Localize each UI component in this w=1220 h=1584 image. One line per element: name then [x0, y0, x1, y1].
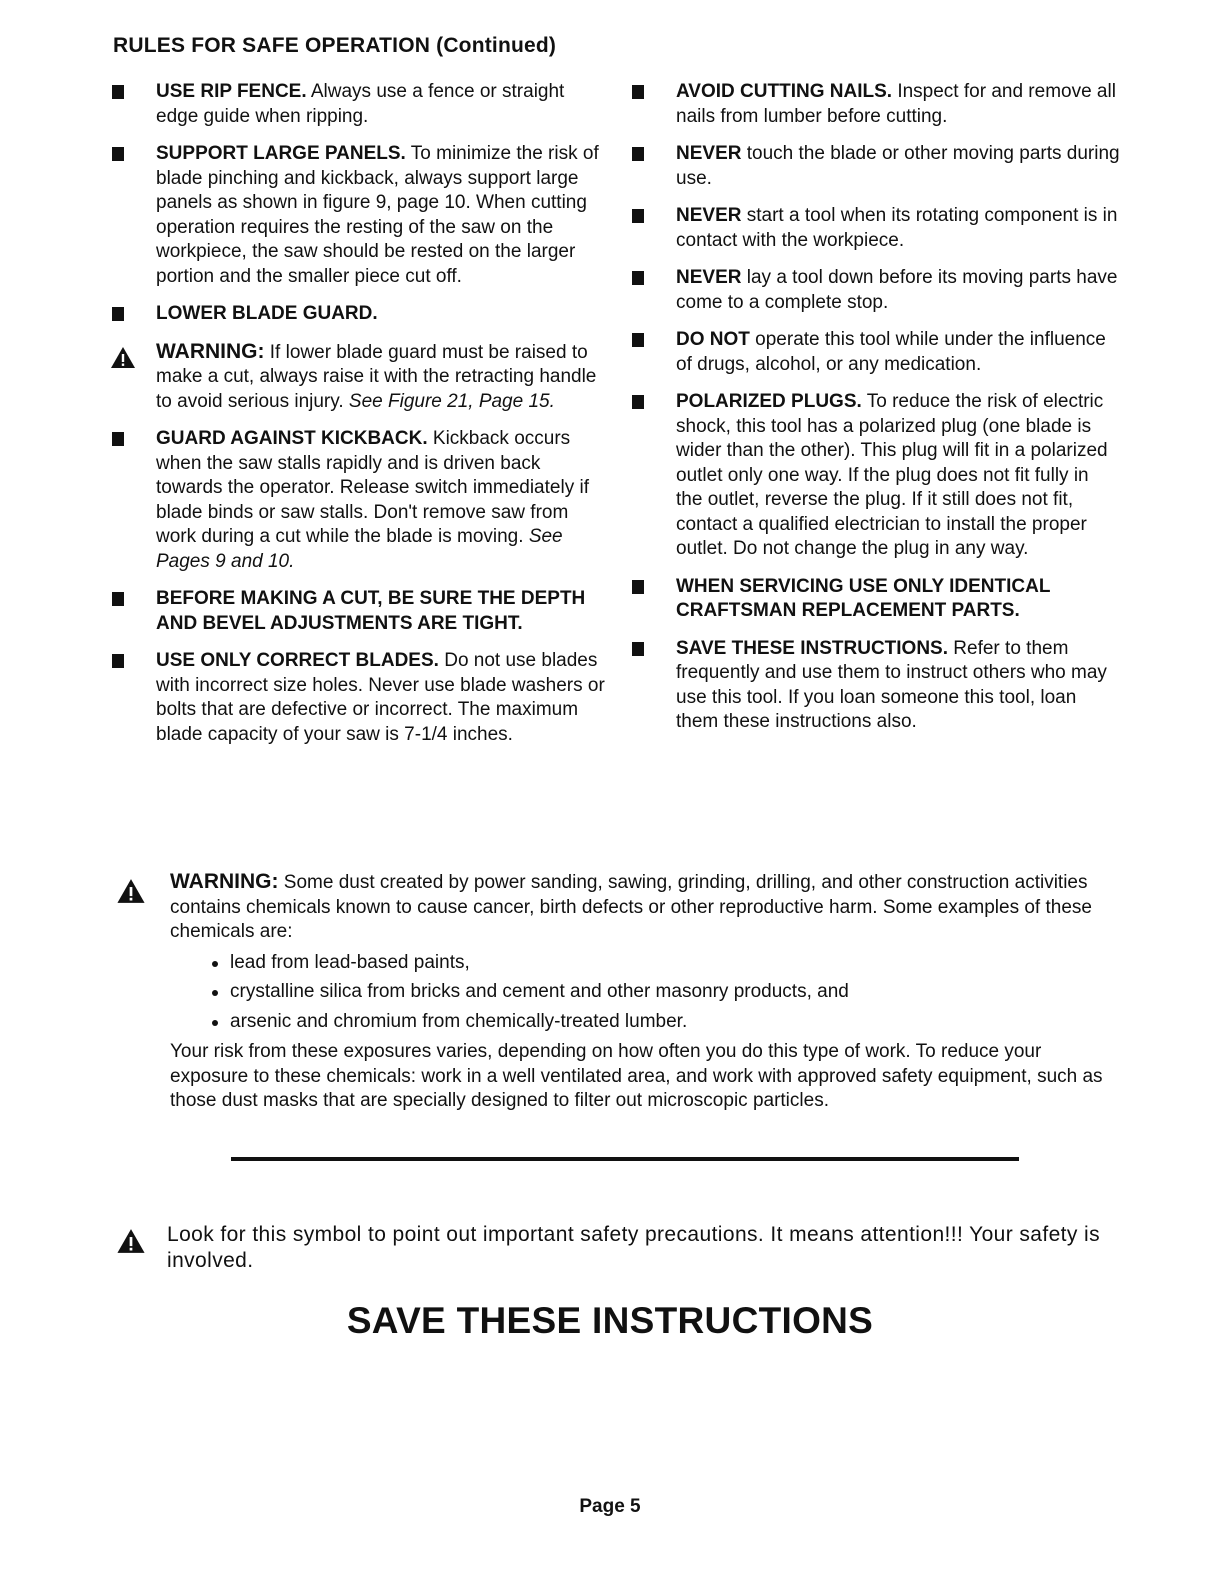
rule-use-correct-blades — [110, 649, 605, 747]
square-bullet-icon — [632, 85, 644, 99]
page-number: Page 5 — [579, 1496, 641, 1517]
rule-do-not-operate — [630, 328, 1120, 377]
chemical-list — [212, 951, 1116, 1035]
list-item: crystalline silica from bricks and cement and other masonry products, and — [212, 980, 1116, 1005]
rule-lower-blade-guard — [110, 302, 605, 327]
rule-use-rip-fence — [110, 80, 605, 129]
rule-title: SUPPORT LARGE PANELS. — [156, 143, 406, 164]
symbol-notice-text: Look for this symbol to point out important safety precautions. It means attention!!! Your safety is involved. — [167, 1223, 1100, 1272]
square-bullet-icon — [112, 432, 124, 446]
rule-body: Do not use blades with incorrect size holes. Never use blade washers or bolts that are defective or incorrect. The maximum blade capacity of your saw is 7-1/4 inches. — [156, 650, 605, 745]
rule-title: WHEN SERVICING USE ONLY IDENTICAL CRAFTSMAN REPLACEMENT PARTS. — [676, 575, 1051, 621]
rule-never-touch — [630, 142, 1120, 191]
rule-title: LOWER BLADE GUARD. — [156, 303, 378, 324]
warning-triangle-icon — [116, 878, 146, 904]
page-reference: See Pages 9 and 10. — [156, 526, 563, 572]
symbol-notice — [116, 1222, 1116, 1274]
rule-title: AVOID CUTTING NAILS. — [676, 81, 893, 102]
rule-never-lay-down — [630, 266, 1120, 315]
warning-triangle-icon — [110, 346, 136, 369]
rule-body: operate this tool while under the influence of drugs, alcohol, or any medication. — [676, 329, 1106, 375]
square-bullet-icon — [112, 85, 124, 99]
warning-closing: Your risk from these exposures varies, depending on how often you do this type of work. To reduce your exposure to these chemicals: work in a well ventilated area, and work with approved safety equipment, such as those dust masks that are specially designed to filter out microscopic particles. — [170, 1041, 1103, 1111]
warning-label: WARNING: — [170, 870, 279, 893]
square-bullet-icon — [632, 209, 644, 223]
divider — [231, 1157, 1019, 1161]
square-bullet-icon — [632, 271, 644, 285]
right-column — [630, 80, 1120, 748]
rule-body: start a tool when its rotating component is in contact with the workpiece. — [676, 205, 1118, 251]
square-bullet-icon — [112, 147, 124, 161]
square-bullet-icon — [632, 147, 644, 161]
rule-title: USE ONLY CORRECT BLADES. — [156, 650, 439, 671]
rule-title: DO NOT — [676, 329, 750, 350]
square-bullet-icon — [632, 642, 644, 656]
rule-title: GUARD AGAINST KICKBACK. — [156, 428, 428, 449]
section-heading: RULES FOR SAFE OPERATION (Continued) — [113, 34, 557, 57]
rule-title: POLARIZED PLUGS. — [676, 391, 862, 412]
square-bullet-icon — [112, 307, 124, 321]
rule-depth-bevel-tight — [110, 587, 605, 636]
rule-body: Inspect for and remove all nails from lumber before cutting. — [676, 81, 1116, 127]
warning-triangle-icon — [116, 1228, 146, 1254]
rule-polarized-plugs — [630, 390, 1120, 562]
rule-title: BEFORE MAKING A CUT, BE SURE THE DEPTH AND BEVEL ADJUSTMENTS ARE TIGHT. — [156, 588, 586, 634]
square-bullet-icon — [112, 592, 124, 606]
list-item: lead from lead-based paints, — [212, 951, 1116, 976]
square-bullet-icon — [632, 580, 644, 594]
rule-avoid-cutting-nails — [630, 80, 1120, 129]
figure-reference: See Figure 21, Page 15. — [348, 390, 555, 412]
rule-title: NEVER — [676, 143, 742, 164]
dust-warning-text — [170, 870, 1116, 1114]
warning-label: WARNING: — [156, 339, 265, 363]
rule-save-instructions — [630, 637, 1120, 735]
rule-body: Refer to them frequently and use them to instruct others who may use this tool. If you loan someone this tool, loan them these instructions also. — [676, 637, 1107, 732]
left-column — [110, 80, 605, 760]
rule-body: Always use a fence or straight edge guide when ripping. — [156, 81, 565, 127]
rule-body: To reduce the risk of electric shock, this tool has a polarized plug (one blade is wider than the other). This plug will fit in a polarized outlet only one way. If the plug does not fit fully in the outlet, reverse the plug. If it still does not fit, contact a qualified electrician to install the proper outlet. Do not change the plug in any way. — [676, 391, 1108, 559]
blade-guard-warning — [110, 340, 605, 415]
rule-title: USE RIP FENCE. — [156, 81, 307, 102]
rule-guard-against-kickback — [110, 427, 605, 574]
rule-title: NEVER — [676, 267, 742, 288]
warning-intro: Some dust created by power sanding, sawing, grinding, drilling, and other construction activities contains chemicals known to cause cancer, birth defects or other reproductive harm. Some examples of these chemicals are: — [170, 872, 1092, 942]
rule-body: To minimize the risk of blade pinching and kickback, always support large panels as shown in figure 9, page 10. When cutting operation requires the resting of the saw on the workpiece, the saw should be rested on the larger portion and the smaller piece cut off. — [156, 143, 599, 287]
square-bullet-icon — [632, 333, 644, 347]
rule-never-start — [630, 204, 1120, 253]
rule-support-large-panels — [110, 142, 605, 289]
rule-body: lay a tool down before its moving parts have come to a complete stop. — [676, 267, 1118, 313]
warning-body: If lower blade guard must be raised to make a cut, always raise it with the retracting handle to avoid serious injury. — [156, 341, 597, 412]
dust-warning — [116, 870, 1116, 1114]
square-bullet-icon — [632, 395, 644, 409]
list-item: arsenic and chromium from chemically-treated lumber. — [212, 1010, 1116, 1035]
rule-title: SAVE THESE INSTRUCTIONS. — [676, 637, 949, 659]
save-instructions-heading: SAVE THESE INSTRUCTIONS — [346, 1300, 874, 1341]
rule-body: Kickback occurs when the saw stalls rapidly and is driven back towards the operator. Release switch immediately if blade binds or saw stalls. Don't remove saw from work during a cut while the blade is moving. — [156, 428, 589, 547]
rule-title: NEVER — [676, 205, 742, 226]
rule-identical-parts — [630, 575, 1120, 624]
rule-body: touch the blade or other moving parts during use. — [676, 143, 1120, 189]
square-bullet-icon — [112, 654, 124, 668]
